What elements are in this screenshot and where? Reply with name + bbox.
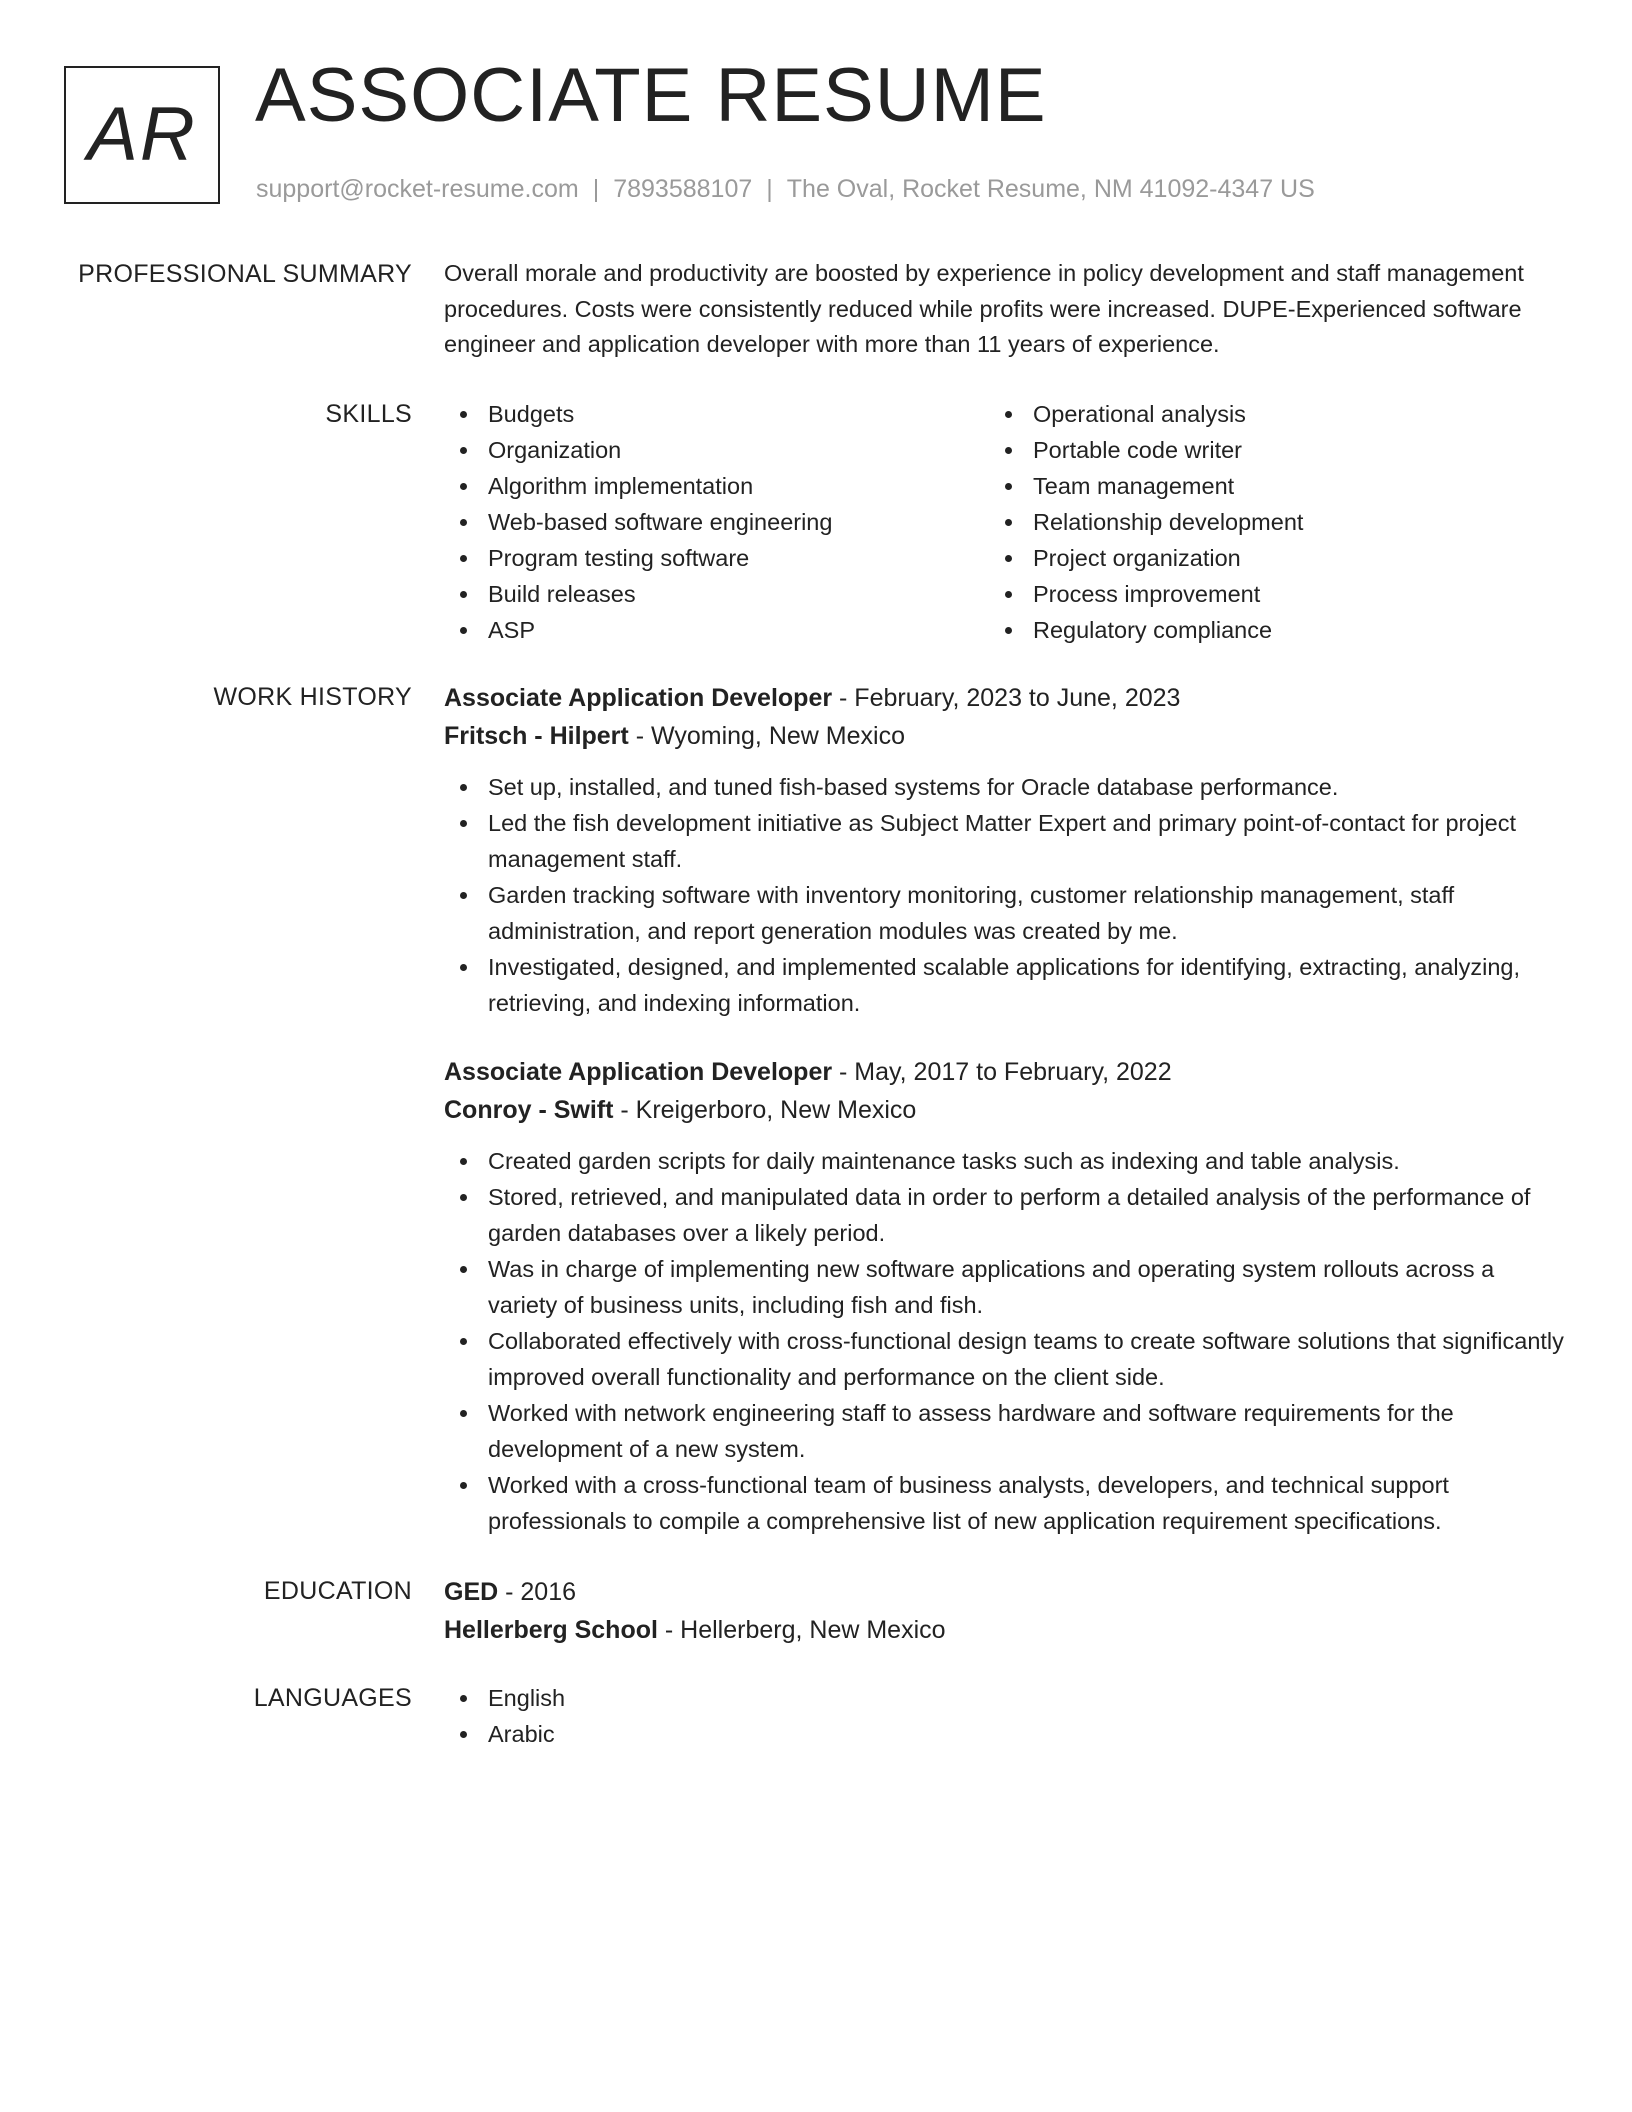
monogram-initials: AR bbox=[87, 92, 197, 177]
skill-item: Regulatory compliance bbox=[989, 612, 1534, 648]
skills-body bbox=[444, 396, 1564, 648]
job-entry bbox=[444, 1053, 1564, 1539]
skills-list-left bbox=[444, 396, 989, 648]
education-location: - Hellerberg, New Mexico bbox=[657, 1616, 946, 1644]
job-bullet: Set up, installed, and tuned fish-based systems for Oracle database performance. bbox=[444, 769, 1564, 805]
work-history-body bbox=[444, 679, 1564, 1539]
skill-item: Web-based software engineering bbox=[444, 504, 989, 540]
skills-grid bbox=[444, 396, 1564, 648]
skill-item: Relationship development bbox=[989, 504, 1534, 540]
skill-item: Build releases bbox=[444, 576, 989, 612]
education-degree-line bbox=[444, 1573, 1564, 1611]
job-company: Fritsch - Hilpert bbox=[444, 722, 629, 750]
education-heading: EDUCATION bbox=[263, 1577, 412, 1605]
languages-list bbox=[444, 1680, 1564, 1752]
job-dates: - May, 2017 to February, 2022 bbox=[832, 1058, 1172, 1086]
job-title-line bbox=[444, 679, 1564, 717]
contact-separator: | bbox=[766, 175, 773, 203]
skill-item: Operational analysis bbox=[989, 396, 1534, 432]
job-company-line bbox=[444, 1091, 1564, 1129]
skill-item: Algorithm implementation bbox=[444, 468, 989, 504]
job-title: Associate Application Developer bbox=[444, 1058, 833, 1086]
skill-item: Budgets bbox=[444, 396, 989, 432]
job-entry bbox=[444, 679, 1564, 1021]
summary-heading: PROFESSIONAL SUMMARY bbox=[78, 260, 412, 288]
languages-heading: LANGUAGES bbox=[253, 1684, 412, 1712]
job-location: - Wyoming, New Mexico bbox=[628, 722, 905, 750]
job-bullet: Stored, retrieved, and manipulated data in order to perform a detailed analysis of the performance of garden databases over a likely period. bbox=[444, 1179, 1564, 1251]
job-bullets bbox=[444, 769, 1564, 1021]
job-company: Conroy - Swift bbox=[444, 1096, 614, 1124]
skill-item: ASP bbox=[444, 612, 989, 648]
education-year: - 2016 bbox=[498, 1578, 577, 1606]
skills-list-right bbox=[989, 396, 1534, 648]
skill-item: Project organization bbox=[989, 540, 1534, 576]
summary-text: Overall morale and productivity are boosted by experience in policy development and staff management procedures. Costs were consistently reduced while profits were increased. DUPE-Experienced software engineer and application developer with more than 11 years of experience. bbox=[444, 260, 1524, 357]
language-item: Arabic bbox=[444, 1716, 1564, 1752]
contact-separator: | bbox=[592, 175, 600, 203]
contact-line bbox=[256, 175, 1315, 204]
education-body bbox=[444, 1573, 1564, 1649]
skills-heading: SKILLS bbox=[325, 400, 412, 428]
skill-item: Team management bbox=[989, 468, 1534, 504]
job-company-line bbox=[444, 717, 1564, 755]
resume-name: ASSOCIATE RESUME bbox=[255, 53, 1047, 138]
skill-item: Portable code writer bbox=[989, 432, 1534, 468]
job-bullets bbox=[444, 1143, 1564, 1539]
contact-email: support@rocket-resume.com bbox=[256, 175, 579, 203]
education-degree: GED bbox=[444, 1578, 499, 1606]
contact-phone: 7893588107 bbox=[613, 175, 753, 203]
job-bullet: Collaborated effectively with cross-functional design teams to create software solutions that significantly improved overall functionality and performance on the client side. bbox=[444, 1323, 1564, 1395]
job-bullet: Garden tracking software with inventory monitoring, customer relationship management, staff administration, and report generation modules was created by me. bbox=[444, 877, 1564, 949]
skill-item: Organization bbox=[444, 432, 989, 468]
job-title: Associate Application Developer bbox=[444, 684, 833, 712]
language-item: English bbox=[444, 1680, 1564, 1716]
job-bullet: Created garden scripts for daily maintenance tasks such as indexing and table analysis. bbox=[444, 1143, 1564, 1179]
work-history-heading: WORK HISTORY bbox=[213, 683, 412, 711]
job-bullet: Investigated, designed, and implemented scalable applications for identifying, extracting, analyzing, retrieving, and indexing information. bbox=[444, 949, 1564, 1021]
job-location: - Kreigerboro, New Mexico bbox=[613, 1096, 917, 1124]
skill-item: Process improvement bbox=[989, 576, 1534, 612]
job-bullet: Led the fish development initiative as Subject Matter Expert and primary point-of-contact for project management staff. bbox=[444, 805, 1564, 877]
job-title-line bbox=[444, 1053, 1564, 1091]
skill-item: Program testing software bbox=[444, 540, 989, 576]
contact-address: The Oval, Rocket Resume, NM 41092-4347 US bbox=[786, 175, 1315, 203]
job-bullet: Was in charge of implementing new software applications and operating system rollouts across a variety of business units, including fish and fish. bbox=[444, 1251, 1564, 1323]
job-dates: - February, 2023 to June, 2023 bbox=[832, 684, 1181, 712]
monogram-box bbox=[64, 66, 220, 204]
languages-body bbox=[444, 1680, 1564, 1752]
job-bullet: Worked with network engineering staff to assess hardware and software requirements for the development of a new system. bbox=[444, 1395, 1564, 1467]
education-school-line bbox=[444, 1611, 1564, 1649]
education-school: Hellerberg School bbox=[444, 1616, 658, 1644]
job-bullet: Worked with a cross-functional team of business analysts, developers, and technical support professionals to compile a comprehensive list of new application requirement specifications. bbox=[444, 1467, 1564, 1539]
